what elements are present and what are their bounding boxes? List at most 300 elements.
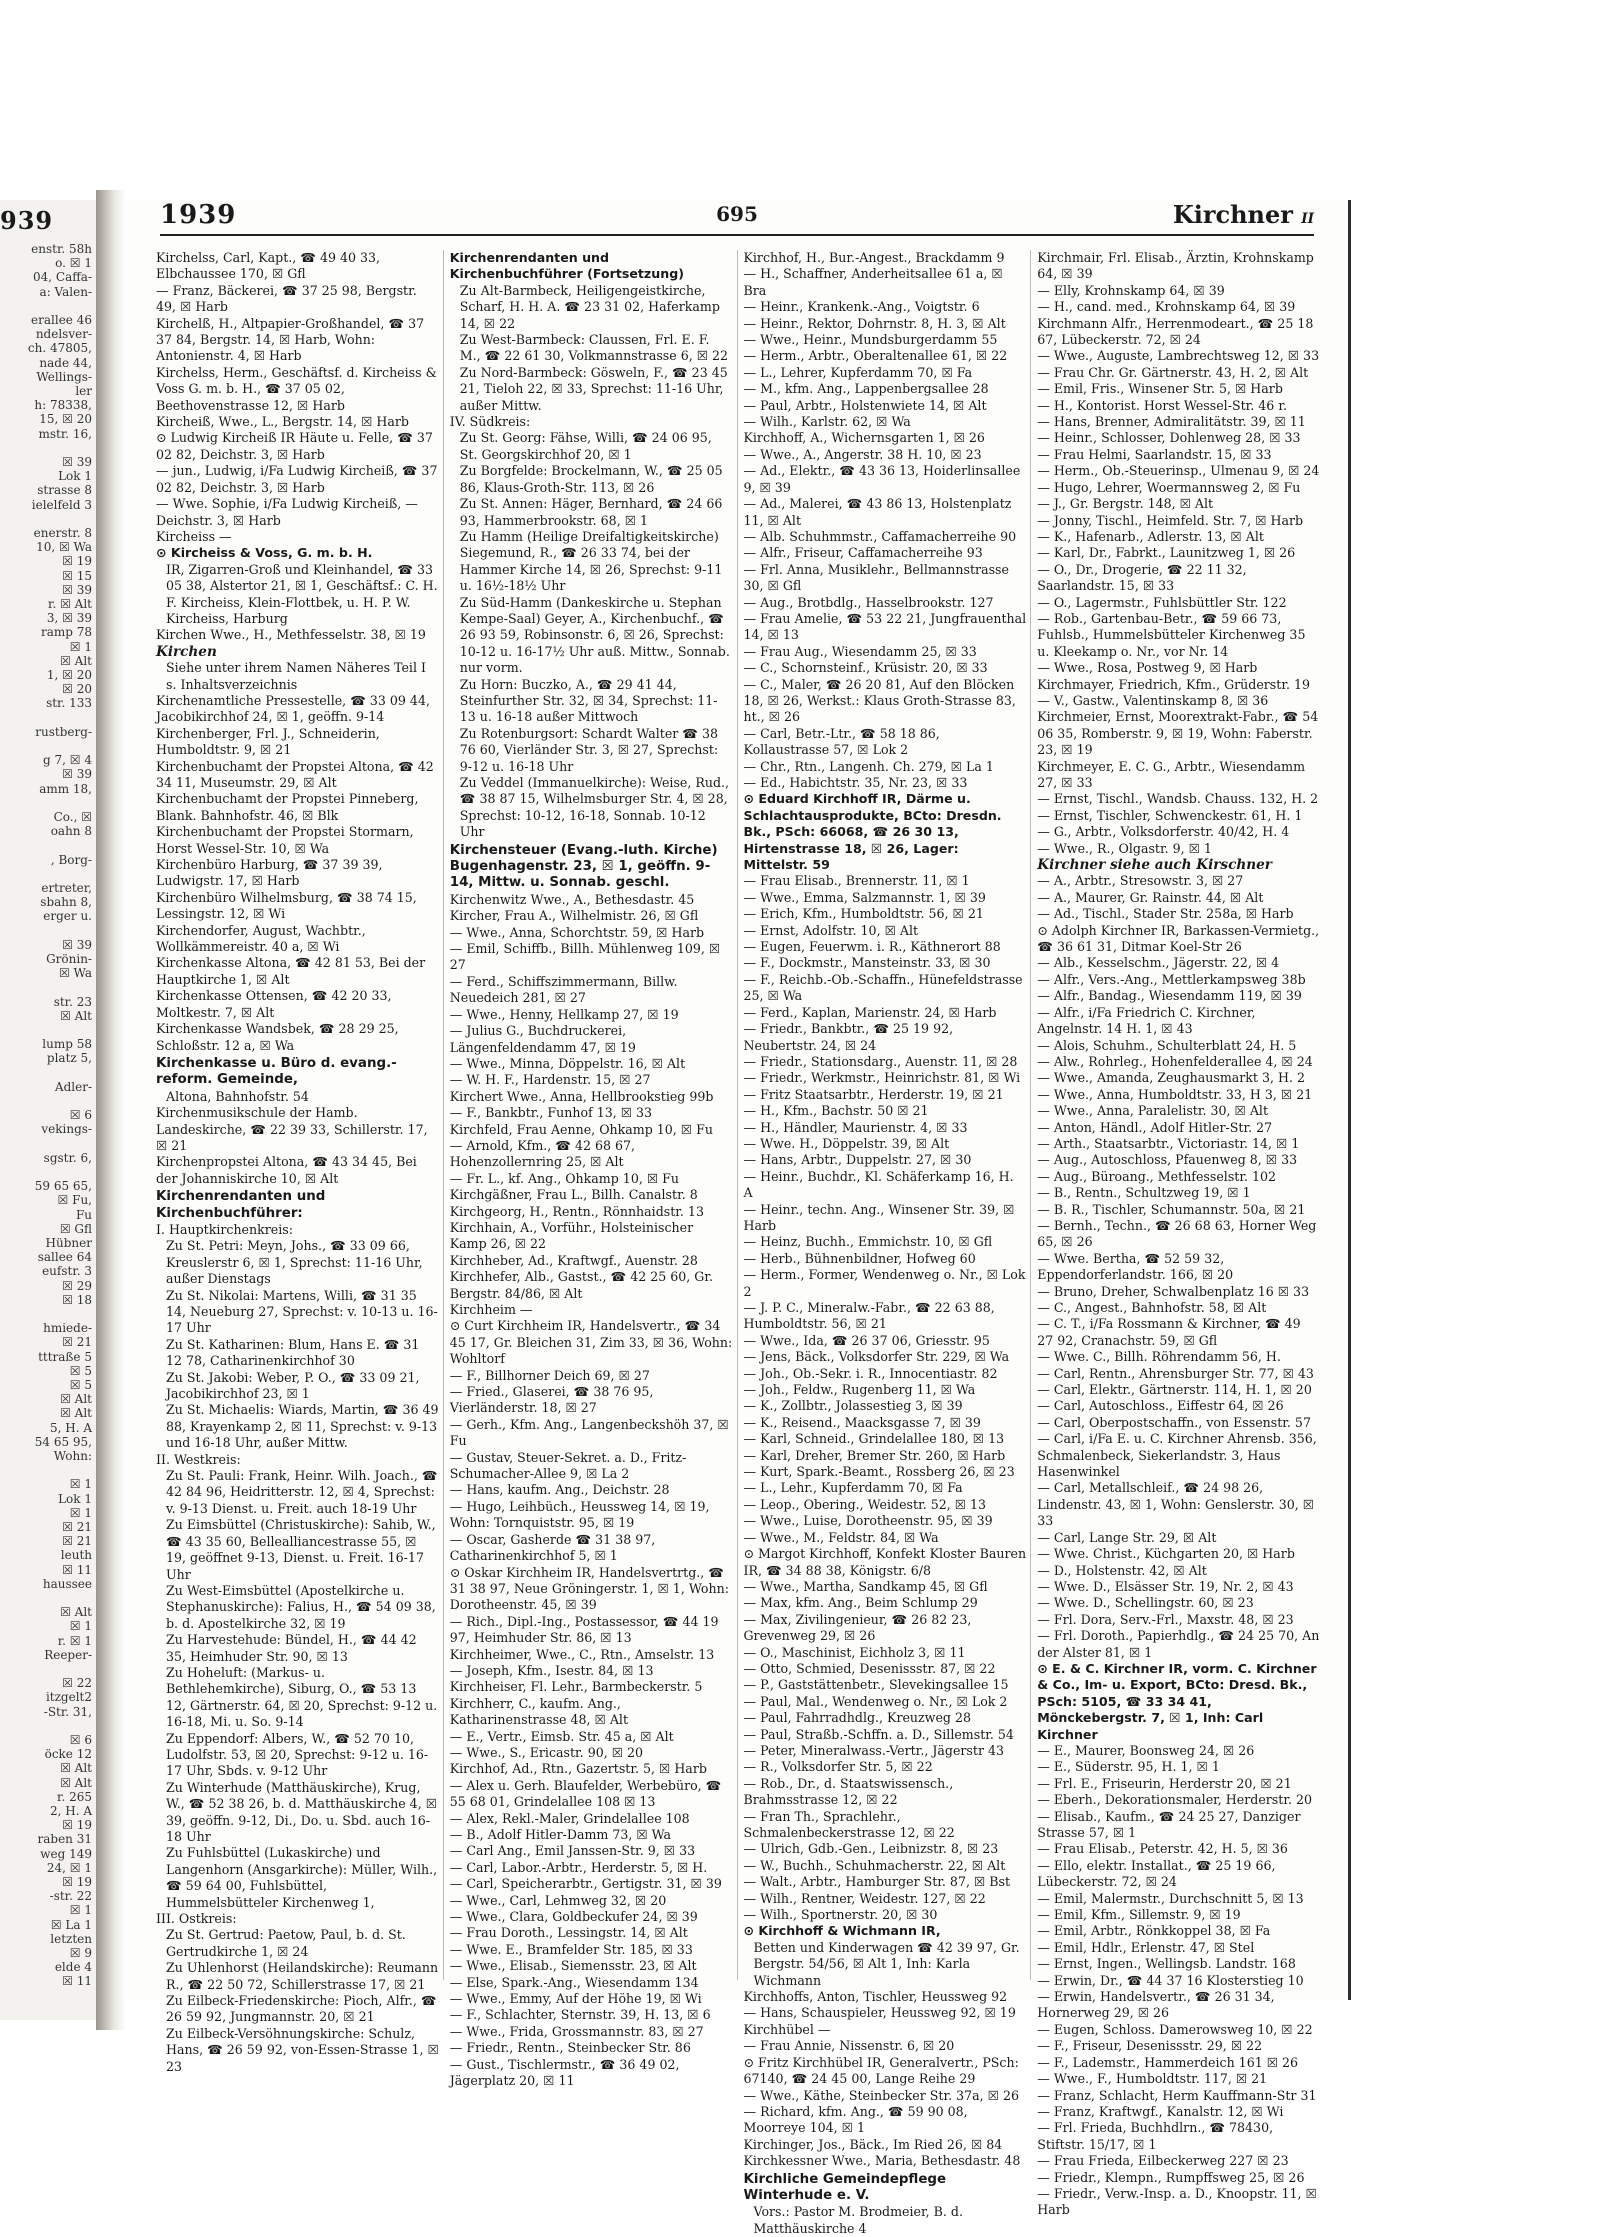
directory-entry: — Frau Doroth., Lessingstr. 14, ☒ Alt [449,1925,688,1941]
directory-entry: — Alfr., Vers.-Ang., Mettlerkampsweg 38b [1037,971,1306,987]
directory-entry: — Alb., Kesselschm., Jägerstr. 22, ☒ 4 [1037,955,1280,971]
directory-entry: Kirchmann Alfr., Herrenmodeart., ☎ 25 18 67, Lübeckerstr. 72, ☒ 24 [1037,315,1314,348]
directory-entry: — Aug., Büroang., Methfesselstr. 102 [1037,1168,1277,1184]
directory-entry: Zu Borgfelde: Brockelmann, W., ☎ 25 05 86, Klaus-Groth-Str. 113, ☒ 26 [459,463,723,495]
directory-entry: — Eugen, Schloss. Damerowsweg 10, ☒ 22 [1037,2021,1313,2037]
directory-entry: — Wwe. H., Döppelstr. 39, ☒ Alt [743,1135,950,1151]
directory-entry: — Carl, Autoschloss., Eiffestr 64, ☒ 26 [1037,1398,1284,1414]
previous-page-fragment: 2, H. A [49,1804,92,1818]
directory-entry: ⊙ Margot Kirchhoff, Konfekt Kloster Bauren IR, ☎ 34 88 38, Königstr. 6/8 [743,1546,1027,1578]
directory-entry: — Alfr., Friseur, Caffamacherreihe 93 [743,545,983,561]
directory-entry: — Julius G., Buchdruckerei, Längenfeldendamm 47, ☒ 19 [449,1023,636,1055]
directory-entry: Zu Eilbeck-Versöhnungskirche: Schulz, Hans, ☎ 26 59 92, von-Essen-Strasse 1, ☒ 23 [166,2025,439,2074]
directory-entry: — Anton, Händl., Adolf Hitler-Str. 27 [1037,1119,1273,1135]
directory-entry: — Ernst, Tischl., Wandsb. Chauss. 132, H. 2 [1037,791,1319,807]
directory-entry: Kirchelß, H., Altpapier-Großhandel, ☎ 37 37 84, Bergstr. 14, ☒ Harb, Wohn: Antonienstr. 4, ☒ Harb [156,315,425,364]
directory-entry: — Wwe. E., Bramfelder Str. 185, ☒ 33 [449,1941,693,1957]
directory-entry: — Richard, kfm. Ang., ☎ 59 90 08, Moorreye 104, ☒ 1 [743,2103,968,2136]
directory-entry: — Karl, Dr., Fabrkt., Launitzweg 1, ☒ 26 [1037,545,1296,561]
previous-page-year: 939 [0,206,54,235]
directory-entry: — Heinr., Rektor, Dohrnstr. 8, H. 3, ☒ Alt [743,315,1006,331]
directory-entry: — Chr., Rtn., Langenh. Ch. 279, ☒ La 1 [743,758,994,774]
directory-entry: Kirchenberger, Frl. J., Schneiderin, Humboldtstr. 9, ☒ 21 [156,725,380,758]
previous-page-fragment: lump 58 [42,1037,92,1052]
directory-entry: — Carl, Lange Str. 29, ☒ Alt [1037,1529,1217,1545]
directory-entry: — Wwe., Emma, Salzmannstr. 1, ☒ 39 [743,889,986,905]
directory-entry: — Leop., Obering., Weidestr. 52, ☒ 13 [743,1496,987,1512]
previous-page-fragment: enerstr. 8 [33,526,92,540]
directory-entry: — Wilh., Rentner, Weidestr. 127, ☒ 22 [743,1890,986,1906]
previous-page-fragment: ☒ 39 [62,455,92,469]
directory-entry: — C. T., i/Fa Rossmann & Kirchner, ☎ 49 27 92, Cranachstr. 59, ☒ Gfl [1037,1316,1301,1348]
directory-entry: — Wwe., Heinr., Mundsburgerdamm 55 [743,332,998,348]
directory-entry: — Rob., Gartenbau-Betr., ☎ 59 66 73, Fuhlsb., Hummelsbütteler Kirchenweg 35 u. Kleekamp o. Nr., vor Nr. 14 [1037,610,1306,659]
directory-entry: — G., Arbtr., Volksdorferstr. 40/42, H. 4 [1037,824,1290,840]
directory-entry: Kirchensteuer (Evang.-luth. Kirche) Bugenhagenstr. 23, ☒ 1, geöffn. 9-14, Mittw. u. Sonnab. geschl. [449,842,718,891]
directory-entry: — H., Schaffner, Anderheitsallee 61 a, ☒ Bra [743,266,1003,298]
previous-page-fragment: r. ☒ 1 [57,1633,92,1648]
previous-page-fragment: eufstr. 3 [42,1264,92,1279]
running-head-catchword [1173,200,1314,229]
previous-page-fragment: ☒ 19 [62,1818,92,1833]
directory-entry: — Gust., Tischlermstr., ☎ 36 49 02, Jägerplatz 20, ☒ 11 [449,2056,680,2089]
directory-entry: — Fr. L., kf. Ang., Ohkamp 10, ☒ Fu [449,1170,679,1186]
directory-entry: — Carl, Elektr., Gärtnerstr. 114, H. 1, ☒ 20 [1037,1382,1312,1398]
previous-page-fragment: -str. 22 [49,1889,92,1904]
directory-entry: Zu Uhlenhorst (Heilandskirche): Reumann R., ☎ 22 50 72, Schillerstrasse 17, ☒ 21 [166,1960,439,1992]
directory-entry: Zu Veddel (Immanuelkirche): Weise, Rud., ☎ 38 87 15, Wilhelmsburger Str. 4, ☒ 28, Sprechst: 10-12, 16-18, Sonnab. 10-12 Uhr [459,775,730,840]
directory-entry: — Carl Ang., Emil Janssen-Str. 9, ☒ 33 [449,1843,696,1859]
directory-entry: Kirchgäßner, Frau L., Billh. Canalstr. 8 [449,1187,698,1203]
previous-page-fragment: ☒ 39 [62,767,92,782]
directory-entry: — O., Maschinist, Eichholz 3, ☒ 11 [743,1644,966,1660]
previous-page-fragment: Grönin- [46,952,92,966]
directory-entry: — L., Lehrer, Kupferdamm 70, ☒ Fa [743,364,973,380]
previous-page-fragment: hmiede- [43,1321,92,1336]
directory-entry: IR, Zigarren-Groß und Kleinhandel, ☎ 33 05 38, Alstertor 21, ☒ 1, Geschäftsf.: C. H. F. Kircheiss, Klein-Flottbek, u. H. P. W. Kircheiss, Harburg [166,561,438,626]
directory-entry: Kirchliche Gemeindepflege Winterhude e. V. [743,2171,947,2203]
directory-entry: — W., Buchh., Schuhmacherstr. 22, ☒ Alt [743,1857,1006,1873]
directory-entry: — Hans, Brenner, Admiralitätstr. 39, ☒ 11 [1037,414,1306,430]
directory-entry: — L., Lehr., Kupferdamm 70, ☒ Fa [743,1480,963,1496]
directory-entry: — Herm., Arbtr., Oberaltenallee 61, ☒ 22 [743,348,1008,364]
previous-page-fragment: Fu [75,1207,92,1222]
directory-entry: — Carl, i/Fa E. u. C. Kirchner Ahrensb. 356, Schmalenbeck, Siekerlandstr. 3, Haus Hasenwinkel [1037,1431,1317,1480]
directory-entry: — Wwe., Clara, Goldbeckufer 24, ☒ 39 [449,1909,698,1925]
directory-entry: Kirchenmusikschule der Hamb. Landeskirche, ☎ 22 39 33, Schillerstr. 17, ☒ 21 [156,1105,428,1153]
directory-entry: — Otto, Schmied, Desenissstr. 87, ☒ 22 [743,1660,996,1676]
previous-page-fragment: ertreter, [41,881,92,895]
directory-entry: — Wwe., Elisab., Siemensstr. 23, ☒ Alt [449,1958,697,1974]
directory-entry: — Carl, Speicherarbtr., Gertigstr. 31, ☒ 39 [449,1876,722,1892]
directory-entry: — Friedr., Werkmstr., Heinrichstr. 81, ☒ Wi [743,1070,1021,1086]
directory-entry: — Friedr., Klempn., Rumpffsweg 25, ☒ 26 [1037,2169,1305,2185]
directory-column-1 [156,250,444,2074]
directory-entry: — Ed., Habichtstr. 35, Nr. 23, ☒ 33 [743,775,968,790]
directory-entry: — Wwe., Anna, Humboldtstr. 33, H 3, ☒ 21 [1037,1086,1313,1102]
directory-entry: — Ad., Tischl., Stader Str. 258a, ☒ Harb [1037,906,1294,922]
directory-entry: — Joseph, Kfm., Isestr. 84, ☒ 13 [449,1662,654,1678]
directory-entry: — Peter, Mineralwass.-Vertr., Jägerstr 43 [743,1742,1004,1758]
previous-page-fragment: ☒ 11 [62,1562,92,1577]
directory-entry: — Joh., Ob.-Sekr. i. R., Innocentiastr. 82 [743,1365,998,1381]
directory-entry: — Ad., Malerei, ☎ 43 86 13, Holstenplatz 11, ☒ Alt [743,496,1012,528]
previous-page-fragment: Wohn: [53,1449,92,1463]
directory-entry: — Wwe., Emmy, Auf der Höhe 19, ☒ Wi [449,1991,702,2007]
directory-entry: — Franz, Bäckerei, ☎ 37 25 98, Bergstr. 49, ☒ Harb [156,282,417,315]
directory-entry: — Erwin, Handelsvertr., ☎ 26 31 34, Hornerweg 29, ☒ 26 [1037,1989,1275,2021]
previous-page-fragment: sallee 64 [37,1250,92,1265]
directory-entry: Zu Horn: Buczko, A., ☎ 29 41 44, Steinfurther Str. 32, ☒ 34, Sprechst: 11-13 u. 16-18 außer Mittwoch [459,676,718,725]
previous-page-fragment: str. 133 [46,696,92,711]
directory-entry: — Fried., Glaserei, ☎ 38 76 95, Vierländerstr. 18, ☒ 27 [449,1384,654,1416]
directory-entry: — E., Maurer, Boonsweg 24, ☒ 26 [1037,1742,1255,1758]
previous-page-fragment: nade 44, [39,355,92,370]
directory-entry: — Heinr., Buchdr., Kl. Schäferkamp 16, H. A [743,1168,1014,1201]
directory-entry: III. Ostkreis: [156,1911,237,1927]
directory-entry: Kirchenkasse u. Büro d. evang.-reform. Gemeinde, [156,1055,397,1088]
directory-entry: — Fran Th., Sprachlehr., Schmalenbeckerstrasse 12, ☒ 22 [743,1808,955,1840]
directory-entry: — C., Schornsteinf., Krüsistr. 20, ☒ 33 [743,660,988,676]
header-rule [160,234,1314,236]
directory-entry: Zu Hamm (Heilige Dreifaltigkeitskirche) Siegemund, R., ☎ 26 33 74, bei der Hammer Kirche 14, ☒ 26, Sprechst: 9-11 u. 16½-18½ Uhr [459,528,723,594]
directory-entry: ⊙ Adolph Kirchner IR, Barkassen-Vermietg., ☎ 36 61 31, Ditmar Koel-Str 26 [1037,922,1320,955]
directory-entry: Zu Süd-Hamm (Dankeskirche u. Stephan Kempe-Saal) Geyer, A., Kirchenbuchf., ☎ 26 93 59, Robinsonstr. 6, ☒ 26, Sprechst: 10-12 u. 16-17½ Uhr auß. Mittw., Sonnab. nur vorm. [459,594,730,676]
directory-entry: Kirchert Wwe., Anna, Hellbrookstieg 99b [449,1088,714,1104]
directory-entry: — Ello, elektr. Installat., ☎ 25 19 66, Lübeckerstr. 72, ☒ 24 [1037,1857,1276,1890]
previous-page-fragment: ☒ 22 [62,1676,92,1691]
directory-entry: — F., Reichb.-Ob.-Schaffn., Hünefeldstrasse 25, ☒ Wa [743,971,1023,1004]
directory-entry: Betten und Kinderwagen ☎ 42 39 97, Gr. Bergstr. 54/56, ☒ Alt 1, Inh: Karla Wichmann [753,1939,1020,1988]
directory-entry: — Wwe., Anna, Schorchtstr. 59, ☒ Harb [449,924,705,940]
directory-entry: ⊙ Fritz Kirchhübel IR, Generalvertr., PSch: 67140, ☎ 24 45 00, Lange Reihe 29 [743,2054,1019,2087]
previous-page-fragment: haussee [42,1576,92,1591]
directory-entry: — Wwe., R., Olgastr. 9, ☒ 1 [1037,840,1212,856]
directory-entry: — Alex u. Gerh. Blaufelder, Werbebüro, ☎ 55 68 01, Grindelallee 108 ☒ 13 [449,1777,722,1810]
directory-entry: — Frl. E., Friseurin, Herderstr 20, ☒ 21 [1037,1775,1292,1791]
previous-page-edge [0,200,98,2020]
directory-entry: — K., Zollbtr., Jolassestieg 3, ☒ 39 [743,1398,963,1414]
previous-page-fragment: ☒ 1 [69,1903,92,1918]
previous-page-fragment: erger u. [43,909,92,924]
directory-entry: — Emil, Hdlr., Erlenstr. 47, ☒ Stel [1037,1939,1255,1955]
directory-entry: — Carl, Rentn., Ahrensburger Str. 77, ☒ 43 [1037,1365,1314,1381]
previous-page-fragment: tttraße 5 [38,1349,92,1364]
directory-entry: — D., Holstenstr. 42, ☒ Alt [1037,1562,1207,1578]
previous-page-fragment: Reeper- [44,1647,92,1662]
directory-entry: ⊙ Eduard Kirchhoff IR, Därme u. Schlachtausprodukte, BCto: Dresdn. Bk., PSch: 66068, ☎ 26 30 13, Hirtenstrasse 18, ☒ 26, Lager: Mittelstr. 59 [743,791,1002,873]
directory-entry: Kirchhübel — [743,2021,831,2037]
directory-entry: — B., Rentn., Schultzweg 19, ☒ 1 [1037,1185,1251,1201]
previous-page-fragment: oahn 8 [50,824,92,839]
directory-entry: Kirchenbüro Wilhelmsburg, ☎ 38 74 15, Lessingstr. 12, ☒ Wi [156,889,417,922]
previous-page-fragment: weg 149 [40,1846,92,1861]
previous-page-fragment: ☒ 5 [69,1378,92,1392]
directory-entry: — Wwe., Martha, Sandkamp 45, ☒ Gfl [743,1578,988,1594]
directory-entry: — Alfr., i/Fa Friedrich C. Kirchner, Angelnstr. 14 H. 1, ☒ 43 [1037,1004,1256,1037]
directory-entry: Kirchheim — [449,1302,533,1317]
directory-entry: — Carl, Metallschleif., ☎ 24 98 26, Lindenstr. 43, ☒ 1, Wohn: Genslerstr. 30, ☒ 33 [1037,1480,1315,1529]
directory-entry: Kirchenkasse Wandsbek, ☎ 28 29 25, Schloßstr. 12 a, ☒ Wa [156,1021,399,1053]
previous-page-fragment: -Str. 31, [43,1704,92,1719]
directory-entry: — Wwe., Rosa, Postweg 9, ☒ Harb [1037,660,1258,676]
previous-page-fragment: r. ☒ Alt [48,597,92,611]
directory-entry: Zu West-Barmbeck: Claussen, Frl. E. F. M., ☎ 22 61 30, Volkmannstrasse 6, ☒ 22 [459,332,729,364]
previous-page-fragment: leuth [60,1548,92,1563]
directory-column-4 [1037,250,1324,2218]
directory-entry: — Herb., Bühnenbildner, Hofweg 60 [743,1250,976,1266]
directory-entry: — Alw., Rohrleg., Hohenfelderallee 4, ☒ 24 [1037,1053,1313,1069]
directory-entry: — Wwe., Frida, Grossmannstr. 83, ☒ 27 [449,2023,704,2039]
previous-page-fragment: 5, H. A [49,1420,92,1435]
directory-entry: — Wwe., Auguste, Lambrechtsweg 12, ☒ 33 [1037,348,1320,364]
directory-entry: — Jonny, Tischl., Heimfeld. Str. 7, ☒ Harb [1037,512,1304,528]
directory-entry: — J., Gr. Bergstr. 148, ☒ Alt [1037,496,1214,512]
directory-entry: — Wwe., Luise, Dorotheenstr. 95, ☒ 39 [743,1513,993,1529]
directory-entry: Kirchenamtliche Pressestelle, ☎ 33 09 44, Jacobikirchhof 24, ☒ 1, geöffn. 9-14 [156,692,430,725]
directory-column-3 [743,250,1032,2236]
directory-entry: — V., Gastw., Valentinskamp 8, ☒ 36 [1037,692,1269,708]
directory-entry: — Arth., Staatsarbtr., Victoriastr. 14, ☒ 1 [1037,1135,1300,1151]
directory-entry: — B. R., Tischler, Schumannstr. 50a, ☒ 21 [1037,1201,1306,1217]
directory-entry: — F., Lademstr., Hammerdeich 161 ☒ 26 [1037,2054,1299,2070]
directory-entry: — Emil, Fris., Winsener Str. 5, ☒ Harb [1037,381,1283,397]
previous-page-fragment: 54 65 95, [34,1434,92,1449]
previous-page-fragment: h: 78338, [34,398,92,413]
section-number: II [1301,211,1314,227]
directory-entry: — Emil, Malermstr., Durchschnitt 5, ☒ 13 [1037,1890,1304,1906]
directory-entry: — Bruno, Dreher, Schwalbenplatz 16 ☒ 33 [1037,1283,1310,1299]
directory-entry: — Franz, Kraftwgf., Kanalstr. 12, ☒ Wi [1037,2103,1284,2119]
directory-entry: Kirchhof, H., Bur.-Angest., Brackdamm 9 [743,250,1005,265]
directory-entry: — Carl, Labor.-Arbtr., Herderstr. 5, ☒ H. [449,1859,708,1875]
previous-page-fragment: ☒ 9 [69,1946,92,1960]
directory-entry: — Ad., Elektr., ☎ 43 36 13, Hoiderlinsallee 9, ☒ 39 [743,463,1021,495]
directory-entry: Kirchhoffs, Anton, Tischler, Heussweg 92 [743,1989,1008,2005]
directory-entry: IV. Südkreis: [449,414,531,430]
directory-entry: — F., Schlachter, Sternstr. 39, H. 13, ☒ 6 [449,2007,711,2023]
previous-page-fragment: ch. 47805, [27,341,92,356]
directory-entry: — Rob., Dr., d. Staatswissensch., Brahmsstrasse 12, ☒ 22 [743,1775,954,1808]
directory-entry: — Wwe., Minna, Döppelstr. 16, ☒ Alt [449,1055,686,1071]
previous-page-fragment: Lok 1 [58,1491,92,1506]
directory-entry: Kirchenpropstei Altona, ☎ 43 34 45, Bei der Johanniskirche 10, ☒ Alt [156,1154,417,1186]
previous-page-fragment: sgstr. 6, [43,1150,92,1165]
directory-entry: — F., Bankbtr., Funhof 13, ☒ 33 [449,1105,653,1121]
directory-entry: — Wwe., M., Feldstr. 84, ☒ Wa [743,1529,939,1545]
directory-entry: — Wwe., S., Ericastr. 90, ☒ 20 [449,1744,644,1760]
directory-entry: — Emil, Kfm., Sillemstr. 9, ☒ 19 [1037,1907,1241,1923]
previous-page-fragment: 10, ☒ Wa [36,540,92,555]
directory-entry: Zu Harvestehude: Bündel, H., ☎ 44 42 35, Heimhuder Str. 90, ☒ 13 [166,1632,417,1664]
previous-page-fragment: ☒ 1 [69,639,92,654]
previous-page-fragment: Adler- [54,1079,92,1094]
directory-entry: — Wilh., Karlstr. 62, ☒ Wa [743,414,911,430]
directory-entry: — Wwe., A., Angerstr. 38 H. 10, ☒ 23 [743,446,982,462]
directory-entry: Zu St. Jakobi: Weber, P. O., ☎ 33 09 21, Jacobikirchhof 23, ☒ 1 [166,1369,420,1402]
directory-entry: Zu Hoheluft: (Markus- u. Bethlehemkirche), Siburg, O., ☎ 53 13 12, Gärtnerstr. 64, ☒ 20, Sprechst: 9-12 u. 16-18, Mi. u. So. 9-14 [166,1664,438,1730]
directory-entry: — Wwe. D., Elsässer Str. 19, Nr. 2, ☒ 43 [1037,1578,1294,1594]
directory-entry: — H., Kontorist. Horst Wessel-Str. 46 r. [1037,397,1287,413]
previous-page-fragment: ☒ 19 [62,1875,92,1889]
previous-page-fragment: amm 18, [39,781,92,796]
directory-entry: ⊙ Curt Kirchheim IR, Handelsvertr., ☎ 34 45 17, Gr. Bleichen 31, Zim 33, ☒ 36, Wohn: Wohltorf [449,1318,733,1367]
directory-entry: — Frl. Frieda, Buchhdlrn., ☎ 78430, Stiftstr. 15/17, ☒ 1 [1037,2120,1274,2152]
previous-page-fragment: ☒ 15 [62,568,92,583]
directory-entry: — Rich., Dipl.-Ing., Postassessor, ☎ 44 19 97, Heimhuder Str. 86, ☒ 13 [449,1613,719,1646]
directory-entry: Kirchmeyer, E. C. G., Arbtr., Wiesendamm 27, ☒ 33 [1037,758,1306,790]
directory-entry: — Wilh., Sportnerstr. 20, ☒ 30 [743,1907,938,1923]
directory-entry: — Walt., Arbtr., Hamburger Str. 87, ☒ Bst [743,1874,1011,1890]
previous-page-fragment: ler [75,384,92,398]
directory-entry: — Ernst, Tischler, Schwenckestr. 61, H. 1 [1037,807,1303,823]
directory-entry: ⊙ Ludwig Kircheiß IR Häute u. Felle, ☎ 37 02 82, Deichstr. 3, ☒ Harb [156,430,433,462]
previous-page-fragment: letzten [50,1931,92,1946]
directory-entry: — jun., Ludwig, i/Fa Ludwig Kircheiß, ☎ 37 02 82, Deichstr. 3, ☒ Harb [156,463,438,495]
previous-page-fragment: 04, Caffa- [33,270,92,285]
previous-page-fragment: r. 265 [57,1789,92,1804]
directory-entry: — Oscar, Gasherde ☎ 31 38 97, Catharinenkirchhof 5, ☒ 1 [449,1531,656,1564]
directory-entry: Kirchhain, A., Vorführ., Holsteinischer Kamp 26, ☒ 22 [449,1219,694,1252]
directory-entry: — Frau Amelie, ☎ 53 22 21, Jungfrauenthal 14, ☒ 13 [743,610,1027,643]
previous-page-fragment: ☒ 6 [69,1108,92,1123]
previous-page-fragment: enstr. 58h [31,242,92,256]
directory-entry: Kirchendorfer, August, Wachbtr., Wollkämmereistr. 40 a, ☒ Wi [156,922,366,955]
book-gutter [96,190,126,2030]
directory-entry: ⊙ E. & C. Kirchner IR, vorm. C. Kirchner & Co., Im- u. Export, BCto: Dresd. Bk., PSch: 5105, ☎ 33 34 41, Mönckebergstr. 7, ☒ 1, Inh: Carl Kirchner [1037,1660,1317,1742]
directory-entry: — Eugen, Feuerwm. i. R., Käthnerort 88 [743,939,1001,955]
directory-entry: Kirchherr, C., kaufm. Ang., Katharinenstrasse 48, ☒ Alt [449,1695,629,1728]
directory-entry: — Kurt, Spark.-Beamt., Rossberg 26, ☒ 23 [743,1464,1015,1480]
directory-entry: — Max, Zivilingenieur, ☎ 26 82 23, Grevenweg 29, ☒ 26 [743,1611,972,1644]
previous-page-fragment: ☒ Alt [60,1605,92,1620]
directory-entry: Kirchinger, Jos., Bäck., Im Ried 26, ☒ 84 [743,2136,1003,2152]
directory-entry: — Ferd., Schiffszimmermann, Billw. Neuedeich 281, ☒ 27 [449,973,678,1006]
previous-page-fragment: 15, ☒ 20 [39,412,92,427]
running-head [126,200,1348,230]
directory-entry: Zu Fuhlsbüttel (Lukaskirche) und Langenhorn (Ansgarkirche): Müller, Wilh., ☎ 59 64 00, Fuhlsbüttel, Hummelsbütteler Kirchenweg 1, [166,1845,438,1910]
directory-entry: — Wwe., Carl, Lehmweg 32, ☒ 20 [449,1892,667,1908]
directory-entry: — R., Volksdorfer Str. 5, ☒ 22 [743,1759,933,1775]
directory-entry: — Karl, Dreher, Bremer Str. 260, ☒ Harb [743,1447,1006,1463]
previous-page-fragment: a: Valen- [39,284,92,299]
directory-entry: — J. P. C., Mineralw.-Fabr., ☎ 22 63 88, Humboldtstr. 56, ☒ 21 [743,1300,995,1332]
directory-entry: — Frl. Doroth., Papierhdlg., ☎ 24 25 70, An der Alster 81, ☒ 1 [1037,1628,1320,1660]
directory-entry: II. Westkreis: [156,1451,241,1467]
directory-entry: — K., Hafenarb., Adlerstr. 13, ☒ Alt [1037,528,1264,544]
previous-page-fragment: str. 23 [53,994,92,1009]
directory-entry: — C., Maler, ☎ 26 20 81, Auf den Blöcken 18, ☒ 26, Werkst.: Klaus Groth-Strasse 83, ht., ☒ 26 [743,676,1016,725]
previous-page-fragment: strasse 8 [37,483,92,498]
directory-entry: Kircher, Frau A., Wilhelmistr. 26, ☒ Gfl [449,908,699,924]
directory-entry: — Emil, Arbtr., Rönkkoppel 38, ☒ Fa [1037,1923,1271,1939]
directory-entry: — H., Händler, Maurienstr. 4, ☒ 33 [743,1119,968,1135]
previous-page-fragment: ndelsver- [35,327,92,342]
directory-entry: — A., Arbtr., Stresowstr. 3, ☒ 27 [1037,873,1244,889]
directory-entry: — A., Maurer, Gr. Rainstr. 44, ☒ Alt [1037,889,1264,905]
directory-entry: Zu St. Petri: Meyn, Johs., ☎ 33 09 66, Kreuslerstr 6, ☒ 1, Sprechst: 11-16 Uhr, außer Dienstags [166,1238,423,1287]
directory-entry: Kirchenbuchamt der Propstei Altona, ☎ 42 34 11, Museumstr. 29, ☒ Alt [156,758,434,790]
directory-entry: — F., Friseur, Desenissstr. 29, ☒ 22 [1037,2038,1263,2054]
directory-columns [156,250,1324,2236]
previous-page-fragment: ☒ Alt [60,1406,92,1421]
directory-entry: — Frl. Dora, Serv.-Frl., Maxstr. 48, ☒ 23 [1037,1611,1294,1627]
previous-page-fragment: ☒ 6 [69,1733,92,1747]
previous-page-fragment: 59 65 65, [34,1179,92,1194]
directory-entry: Kirchheimer, Wwe., C., Rtn., Amselstr. 13 [449,1646,715,1662]
directory-entry: I. Hauptkirchenkreis: [156,1221,293,1237]
directory-entry: — Frau Aug., Wiesendamm 25, ☒ 33 [743,643,977,659]
directory-entry: — Emil, Schiffb., Billh. Mühlenweg 109, ☒ 27 [449,941,721,973]
directory-entry: — Friedr., Bankbtr., ☎ 25 19 92, Neubertstr. 24, ☒ 24 [743,1021,954,1053]
directory-entry: Kirchenbuchamt der Propstei Pinneberg, Blank. Bahnhofstr. 46, ☒ Blk [156,791,419,823]
directory-entry: — Hans, kaufm. Ang., Deichstr. 28 [449,1482,670,1498]
directory-entry: — P., Gaststättenbetr., Slevekingsallee 15 [743,1677,1009,1693]
directory-entry: Kirchenkasse Altona, ☎ 42 81 53, Bei der Hauptkirche 1, ☒ Alt [156,955,426,987]
directory-entry: ⊙ Oskar Kirchheim IR, Handelsvertrtg., ☎ 31 38 97, Neue Gröningerstr. 1, ☒ 1, Wohn: Dorotheenstr. 45, ☒ 39 [449,1564,729,1613]
directory-entry: — Hugo, Lehrer, Woermannsweg 2, ☒ Fu [1037,479,1301,495]
directory-entry: — Paul, Mal., Wendenweg o. Nr., ☒ Lok 2 [743,1693,1008,1709]
directory-entry: — Friedr., Verw.-Insp. a. D., Knoopstr. 11, ☒ Harb [1037,2185,1317,2218]
directory-entry: — H., Kfm., Bachstr. 50 ☒ 21 [743,1103,929,1119]
directory-entry: — Hans, Arbtr., Duppelstr. 27, ☒ 30 [743,1152,972,1168]
directory-entry: Kirchenkasse Ottensen, ☎ 42 20 33, Moltkestr. 7, ☒ Alt [156,988,392,1020]
directory-entry: — K., Reisend., Maacksgasse 7, ☒ 39 [743,1414,981,1430]
previous-page-fragment: o. ☒ 1 [55,256,92,271]
directory-entry: Kirchenbuchamt der Propstei Stormarn, Horst Wessel-Str. 10, ☒ Wa [156,824,414,856]
directory-entry: — Frau Elisab., Brennerstr. 11, ☒ 1 [743,873,970,889]
directory-entry: — Paul, Arbtr., Holstenwiete 14, ☒ Alt [743,397,987,413]
previous-page-fragment: ramp 78 [40,625,92,640]
directory-entry: Zu Rotenburgsort: Schardt Walter ☎ 38 76 60, Vierländer Str. 3, ☒ 27, Sprechst: 9-12 u. 16-18 Uhr [459,725,719,774]
directory-entry: — Carl, Betr.-Ltr., ☎ 58 18 86, Kollaustrasse 57, ☒ Lok 2 [743,725,940,758]
directory-entry: — Gustav, Steuer-Sekret. a. D., Fritz-Schumacher-Allee 9, ☒ La 2 [449,1449,687,1482]
directory-entry: — Heinr., Schlosser, Dohlenweg 28, ☒ 33 [1037,430,1301,446]
directory-entry: Kirchhoff, A., Wichernsgarten 1, ☒ 26 [743,430,985,446]
previous-page-fragment: ☒ 39 [62,582,92,597]
previous-page-fragment: öcke 12 [44,1747,92,1762]
previous-page-fragment: ☒ 20 [62,682,92,697]
previous-page-fragment: ☒ La 1 [50,1917,92,1932]
directory-entry: — Wwe. C., Billh. Röhrendamm 56, H. [1037,1349,1281,1365]
directory-entry: Zu St. Pauli: Frank, Heinr. Wilh. Joach., ☎ 42 84 96, Heidritterstr. 12, ☒ 4, Sprechst: v. 9-13 Dienst. u. Freit. auch 18-19 Uhr [166,1468,438,1516]
running-head-year: 1939 [160,200,237,230]
directory-entry: — Frau Frieda, Eilbeckerweg 227 ☒ 23 [1037,2153,1289,2169]
directory-entry: — Wwe. D., Schellingstr. 60, ☒ 23 [1037,1595,1254,1611]
previous-page-fragment: ☒ 11 [62,1974,92,1989]
directory-entry: — Carl, Oberpostschaffn., von Essenstr. 57 [1037,1414,1311,1430]
directory-entry: Kirchmeier, Ernst, Moorextrakt-Fabr., ☎ 54 06 35, Romberstr. 9, ☒ 19, Wohn: Faberstr. 23, ☒ 19 [1037,709,1319,758]
previous-page-fragment: itzgelt2 [45,1690,92,1705]
directory-entry: Zu Eppendorf: Albers, W., ☎ 52 70 10, Ludolfstr. 53, ☒ 20, Sprechst: 9-12 u. 16-17 Uhr, Sbds. v. 9-12 Uhr [166,1730,429,1779]
directory-entry: Kirchen Wwe., H., Methfesselstr. 38, ☒ 19 [156,627,426,643]
previous-page-fragment: ☒ 1 [69,1619,92,1634]
previous-page-fragment: platz 5, [46,1051,92,1066]
directory-entry: Zu Alt-Barmbeck, Heiligengeistkirche, Scharf, H. H. A. ☎ 23 31 02, Haferkamp 14, ☒ 22 [459,282,720,331]
previous-page-fragment: ☒ Wa [58,966,92,981]
directory-entry: — Hugo, Leihbüch., Heussweg 14, ☒ 19, Wohn: Tornquiststr. 95, ☒ 19 [449,1498,710,1531]
directory-page [126,200,1351,2236]
directory-entry: — Ernst, Adolfstr. 10, ☒ Alt [743,922,919,938]
previous-page-fragment: ☒ 29 [62,1278,92,1293]
directory-entry: Zu St. Katharinen: Blum, Hans E. ☎ 31 12 78, Catharinenkirchhof 30 [166,1336,420,1369]
directory-entry: Kirchelss, Carl, Kapt., ☎ 49 40 33, Elbchaussee 170, ☒ Gfl [156,250,381,282]
directory-entry: Kirchenwitz Wwe., A., Bethesdastr. 45 [449,891,695,907]
directory-entry: — Wwe., Ida, ☎ 26 37 06, Griesstr. 95 [743,1332,990,1348]
directory-entry: — Wwe. Christ., Küchgarten 20, ☒ Harb [1037,1546,1295,1562]
directory-entry: — Bernh., Techn., ☎ 26 68 63, Horner Weg 65, ☒ 26 [1037,1217,1317,1250]
previous-page-fragment: ☒ Alt [60,1008,92,1023]
